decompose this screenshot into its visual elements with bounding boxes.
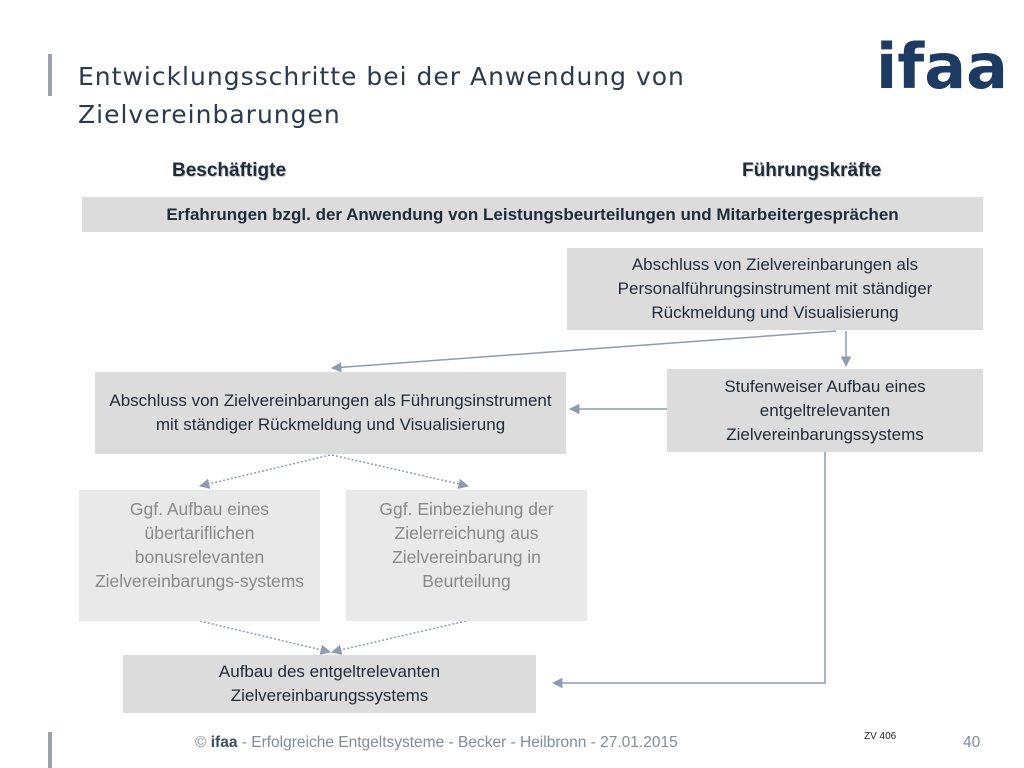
box-stepwise-system-text: Stufenweiser Aufbau eines entgeltrelevanten Zielvereinbarungssystems — [724, 376, 926, 444]
footer-details: - Erfolgreiche Entgeltsysteme - Becker - Heilbronn - 27.01.2015 — [237, 734, 678, 751]
box-stepwise-system — [667, 369, 983, 452]
title-line-1: Entwicklungsschritte bei der Anwendung von — [78, 62, 685, 91]
title-line-2: Zielvereinbarungen — [78, 100, 341, 129]
arrow-personnel-to-leadership — [332, 331, 836, 368]
footer-text — [195, 734, 678, 752]
column-header-managers: Führungskräfte — [742, 160, 882, 181]
arrow-leadership-to-bonus — [200, 455, 330, 486]
footer-brand: ifaa — [210, 734, 238, 751]
page-number: 40 — [963, 734, 981, 751]
reference-code: ZV 406 — [864, 731, 897, 742]
box-personnel-instrument-text: Abschluss von Zielvereinbarungen als Personalführungsinstrument mit ständiger Rückmeldung und Visualisierung — [617, 255, 933, 322]
arrow-leadership-to-inclusion — [332, 455, 468, 486]
box-inclusion — [346, 490, 587, 621]
box-bonus-system — [79, 490, 320, 621]
box-bonus-system-text: Ggf. Aufbau eines übertariflichen bonusrelevanten Zielvereinbarungs-systems — [94, 499, 305, 591]
footer-copyright: © — [195, 734, 207, 751]
arrow-bonus-to-pay — [200, 621, 330, 652]
box-personnel-instrument — [567, 248, 983, 330]
arrow-inclusion-to-pay — [332, 621, 466, 652]
ifaa-logo: ifaa — [876, 30, 1008, 103]
arrow-stepwise-to-pay — [553, 452, 825, 683]
box-pay-system-text: Aufbau des entgeltrelevanten Zielvereinbarungssystems — [218, 662, 441, 705]
box-experience-text: Erfahrungen bzgl. der Anwendung von Leistungsbeurteilungen und Mitarbeitergesprächen — [166, 204, 899, 224]
box-pay-system — [123, 655, 536, 713]
box-experience — [82, 197, 983, 232]
box-leadership-instrument-text: Abschluss von Zielvereinbarungen als Führungsinstrument mit ständiger Rückmeldung und Visualisierung — [109, 391, 552, 434]
box-leadership-instrument — [95, 372, 566, 454]
box-inclusion-text: Ggf. Einbeziehung der Zielerreichung aus Zielvereinbarung in Beurteilung — [379, 499, 554, 591]
column-header-employees: Beschäftigte — [172, 160, 287, 181]
